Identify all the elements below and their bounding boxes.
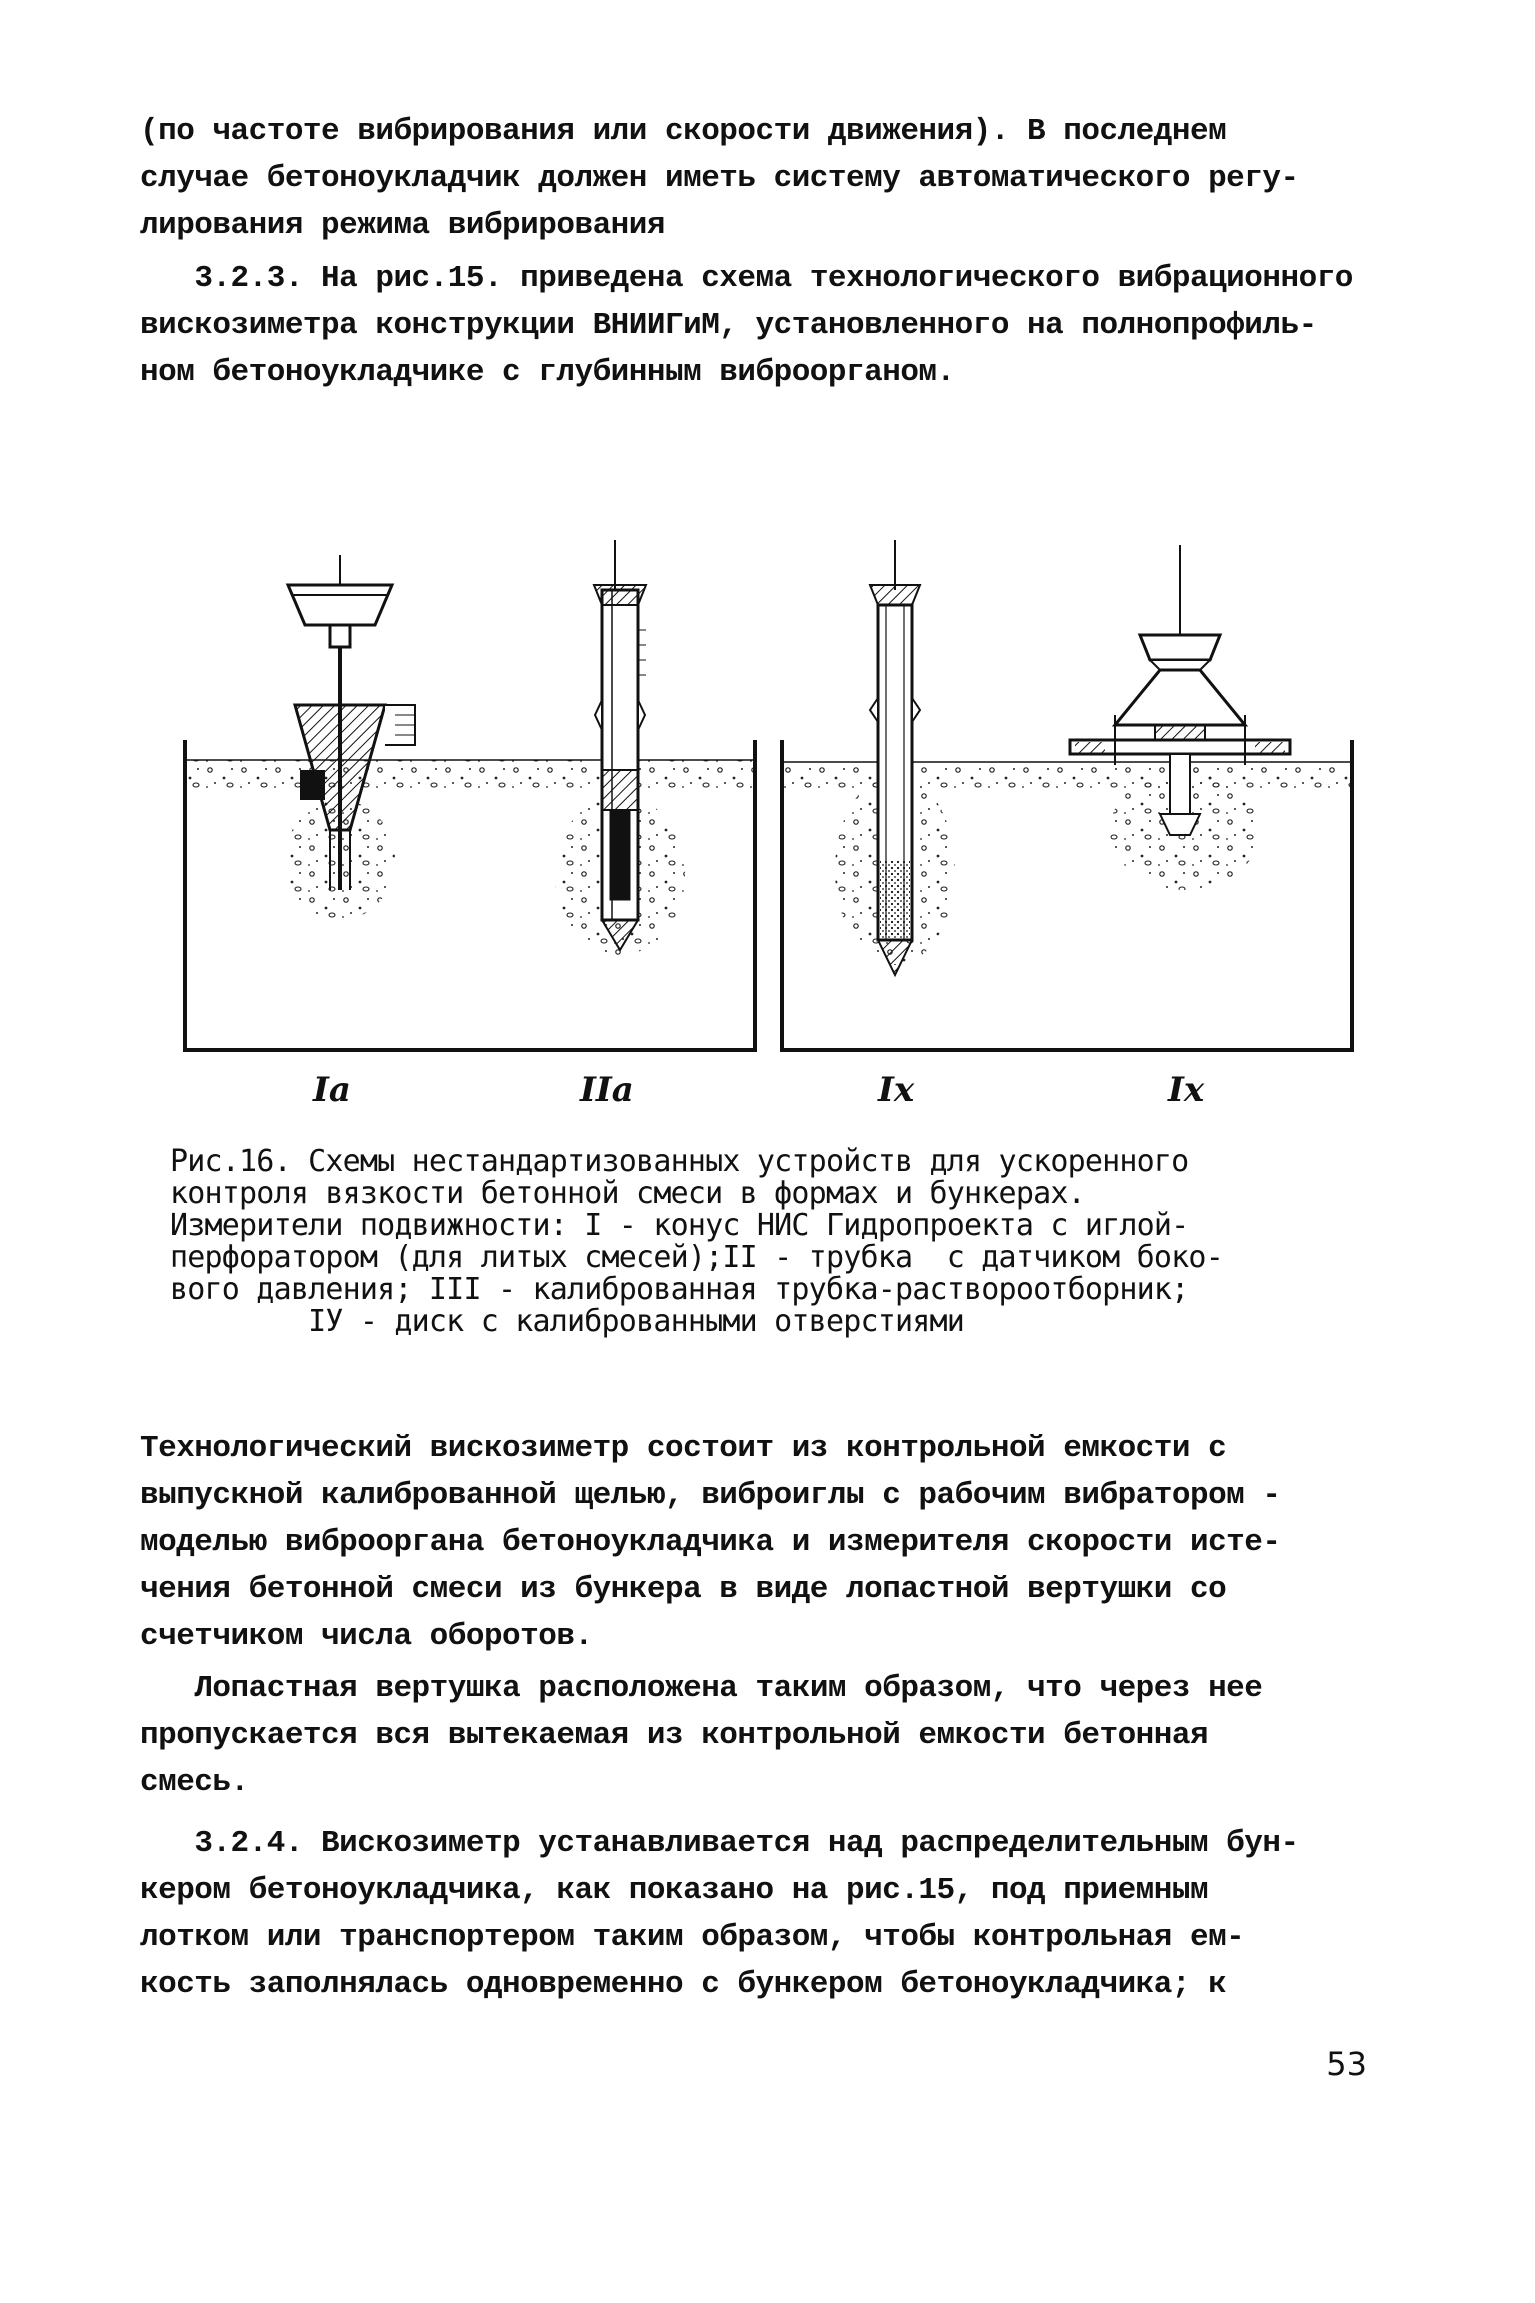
device-iia-tube — [555, 540, 685, 955]
figure-16-diagram — [170, 530, 1370, 1110]
figure-label-ivx: Iх — [1168, 1070, 1205, 1110]
device-ix-tube — [835, 540, 955, 975]
figure-label-iia: IIа — [580, 1070, 634, 1110]
paragraph-blade-turbine: Лопастная вертушка расположена таким образом, что через нее пропускается вся вытекаемая из контрольной емкости бетонная смесь. — [140, 1671, 1263, 1800]
paragraph-viscometer: Технологический вискозиметр состоит из контрольной емкости с выпускной калиброванной щелью, виброиглы с рабочим вибратором - моделью виброоргана бетоноукладчика и измерителя скорости исте- чения бетонной смеси из бункера в виде лопастной вертушки со счетчиком числа оборотов. — [140, 1431, 1281, 1654]
figure-label-ix: Iх — [878, 1070, 915, 1110]
figure-label-ia: Iа — [313, 1070, 351, 1110]
device-ivx-disk — [1070, 545, 1290, 890]
paragraph-top: (по частоте вибрирования или скорости движения). В последнем случае бетоноукладчик должен иметь систему автоматического регу- лирования режима вибрирования — [140, 114, 1299, 243]
paragraph-3-2-3: 3.2.3. На рис.15. приведена схема технологического вибрационного вискозиметра конструкции ВНИИГиМ, установленного на полнопрофиль- ном бетоноукладчике с глубинным виброорганом. — [140, 261, 1353, 390]
figure-caption: Рис.16. Схемы нестандартизованных устройств для ускоренного контроля вязкости бетонной смеси в формах и бункерах. Измерители подвижности: I - конус НИС Гидропроекта с иглой- перфоратором (для литых смесей);II - трубка с датчиком боко- вого давления; III - калиброванная трубка-раствороотборник; IУ - диск с калиброванными отверстиями — [170, 1144, 1223, 1339]
device-ia-cone — [285, 555, 415, 920]
paragraph-3-2-4: 3.2.4. Вискозиметр устанавливается над распределительным бун- кером бетоноукладчика, как показано на рис.15, под приемным лотком или транспортером таким образом, чтобы контрольная ем- кость заполнялась одновременно с бункером бетоноукладчика; к — [140, 1826, 1299, 2002]
page-number: 53 — [1326, 2045, 1367, 2083]
